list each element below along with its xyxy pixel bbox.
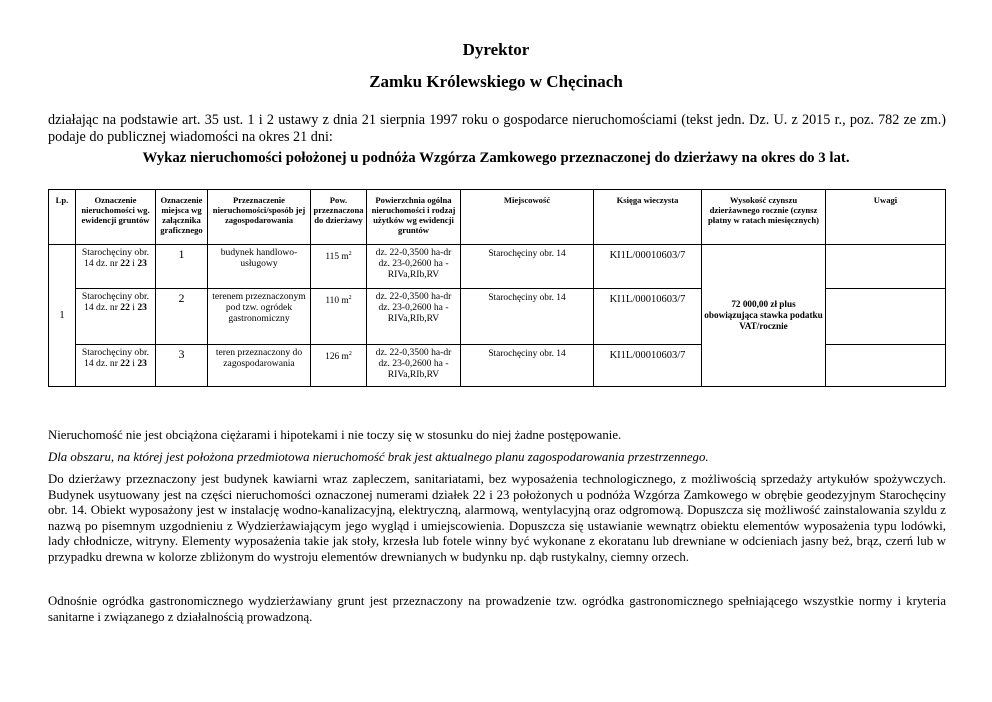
- header-czynsz: Wysokość czynszu dzierżawnego rocznie (czynsz płatny w ratach miesięcznych): [702, 190, 826, 245]
- cell-ksiega: KI1L/00010603/7: [594, 245, 702, 289]
- paragraph-zoning: Dla obszaru, na której jest położona przedmiotowa nieruchomość brak jest aktualnego planu zagospodarowania przestrzennego.: [48, 450, 709, 464]
- cell-miejsce: 1: [156, 245, 208, 289]
- cell-ksiega: KI1L/00010603/7: [594, 289, 702, 345]
- cell-oznaczenie: Starochęciny obr. 14 dz. nr 22 i 23: [76, 289, 156, 345]
- paragraph-garden: Odnośnie ogródka gastronomicznego wydzierżawiany grunt jest przeznaczony na prowadzenie tzw. ogródka gastronomicznego spełniającego wszystkie normy i kryteria sanitarne i związanego z działalnością prowadzoną.: [48, 594, 946, 624]
- header-powierzchnia: Powierzchnia ogólna nieruchomości i rodzaj użytków wg ewidencji gruntów: [367, 190, 461, 245]
- cell-oznaczenie: Starochęciny obr. 14 dz. nr 22 i 23: [76, 345, 156, 387]
- cell-pow: 115 $m^2$: [311, 245, 367, 289]
- header-lp: Lp.: [49, 190, 76, 245]
- paragraph-building-description: Do dzierżawy przeznaczony jest budynek kawiarni wraz zapleczem, sanitariatami, bez wyposażenia technologicznego, z możliwością sprzedaży artykułów spożywczych. Budynek usytuowany jest na części nieruchomości oznaczonej numerami działek 22 i 23 położonych u podnóża Wzgórza Zamkowego w obrębie geodezyjnym Starochęciny obr. 14. Obiekt wyposażony jest w instalację wodno-kanalizacyjną, elektryczną, alarmową, wentylacyjną oraz odgromową. Dopuszcza się możliwość zainstalowania szyldu z nazwą po pisemnym uzgodnieniu z Wydzierżawiającym jego wygląd i umiejscowienia. Dopuszcza się ustawianie wewnątrz obiektu elementów wyposażenia typu lodówki, lady chłodnicze, witryny. Elementy wyposażenia takie jak stoły, krzesła lub fotele winny być wykonane z ekoratanu lub drewniane w odcieniach jasny beż, brąz, czerń lub w przypadku drewna w kolorze zbliżonym do wystroju elementów drewnianych w budynku np. dąb rustykalny, ciemny orzech.: [48, 472, 946, 564]
- cell-przeznaczenie: terenem przeznaczonym pod tzw. ogródek gastronomiczny: [208, 289, 311, 345]
- wykaz-title: Wykaz nieruchomości położonej u podnóża Wzgórza Zamkowego przeznaczonej do dzierżawy na okres do 3 lat.: [142, 150, 850, 166]
- cell-pow: 110 $m^2$: [311, 289, 367, 345]
- cell-uwagi: [826, 289, 946, 345]
- cell-miejscowosc: Starochęciny obr. 14: [461, 289, 594, 345]
- cell-pow: 126 $m^2$: [311, 345, 367, 387]
- header-title: Dyrektor: [462, 40, 530, 59]
- cell-lp: 1: [49, 245, 76, 387]
- header-miejscowosc: Miejscowość: [461, 190, 594, 245]
- paragraph-encumbrance: Nieruchomość nie jest obciążona ciężarami i hipotekami i nie toczy się w stosunku do niej żadne postępowanie.: [48, 428, 622, 442]
- intro-paragraph: działając na podstawie art. 35 ust. 1 i 2 ustawy z dnia 21 sierpnia 1997 roku o gospodarce nieruchomościami (tekst jedn. Dz. U. z 2015 r., poz. 782 ze zm.) podaje do publicznej wiadomości na okres 21 dni:: [48, 112, 946, 145]
- cell-przeznaczenie: budynek handlowo-usługowy: [208, 245, 311, 289]
- property-table: [48, 189, 946, 387]
- cell-miejsce: 2: [156, 289, 208, 345]
- cell-powierzchnia: dz. 22-0,3500 ha-dr dz. 23-0,2600 ha - RIVa,RIb,RV: [367, 345, 461, 387]
- table-header-row: [49, 190, 946, 245]
- header-subtitle: Zamku Królewskiego w Chęcinach: [369, 72, 623, 91]
- header-ksiega: Księga wieczysta: [594, 190, 702, 245]
- cell-uwagi: [826, 245, 946, 289]
- header-przeznaczenie: Przeznaczenie nieruchomości/sposób jej zagospodarowania: [208, 190, 311, 245]
- header-uwagi: Uwagi: [826, 190, 946, 245]
- cell-przeznaczenie: teren przeznaczony do zagospodarowania: [208, 345, 311, 387]
- header-oznaczenie: Oznaczenie nieruchomości wg. ewidencji gruntów: [76, 190, 156, 245]
- cell-miejscowosc: Starochęciny obr. 14: [461, 345, 594, 387]
- header-miejsce: Oznaczenie miejsca wg załącznika graficznego: [156, 190, 208, 245]
- cell-miejsce: 3: [156, 345, 208, 387]
- header-pow: Pow. przeznaczona do dzierżawy: [311, 190, 367, 245]
- table-row: [49, 245, 946, 289]
- cell-czynsz: 72 000,00 zł plus obowiązująca stawka podatku VAT/rocznie: [702, 245, 826, 387]
- cell-powierzchnia: dz. 22-0,3500 ha-dr dz. 23-0,2600 ha - RIVa,RIb,RV: [367, 289, 461, 345]
- cell-ksiega: KI1L/00010603/7: [594, 345, 702, 387]
- cell-miejscowosc: Starochęciny obr. 14: [461, 245, 594, 289]
- cell-powierzchnia: dz. 22-0,3500 ha-dr dz. 23-0,2600 ha - RIVa,RIb,RV: [367, 245, 461, 289]
- cell-oznaczenie: Starochęciny obr. 14 dz. nr 22 i 23: [76, 245, 156, 289]
- cell-uwagi: [826, 345, 946, 387]
